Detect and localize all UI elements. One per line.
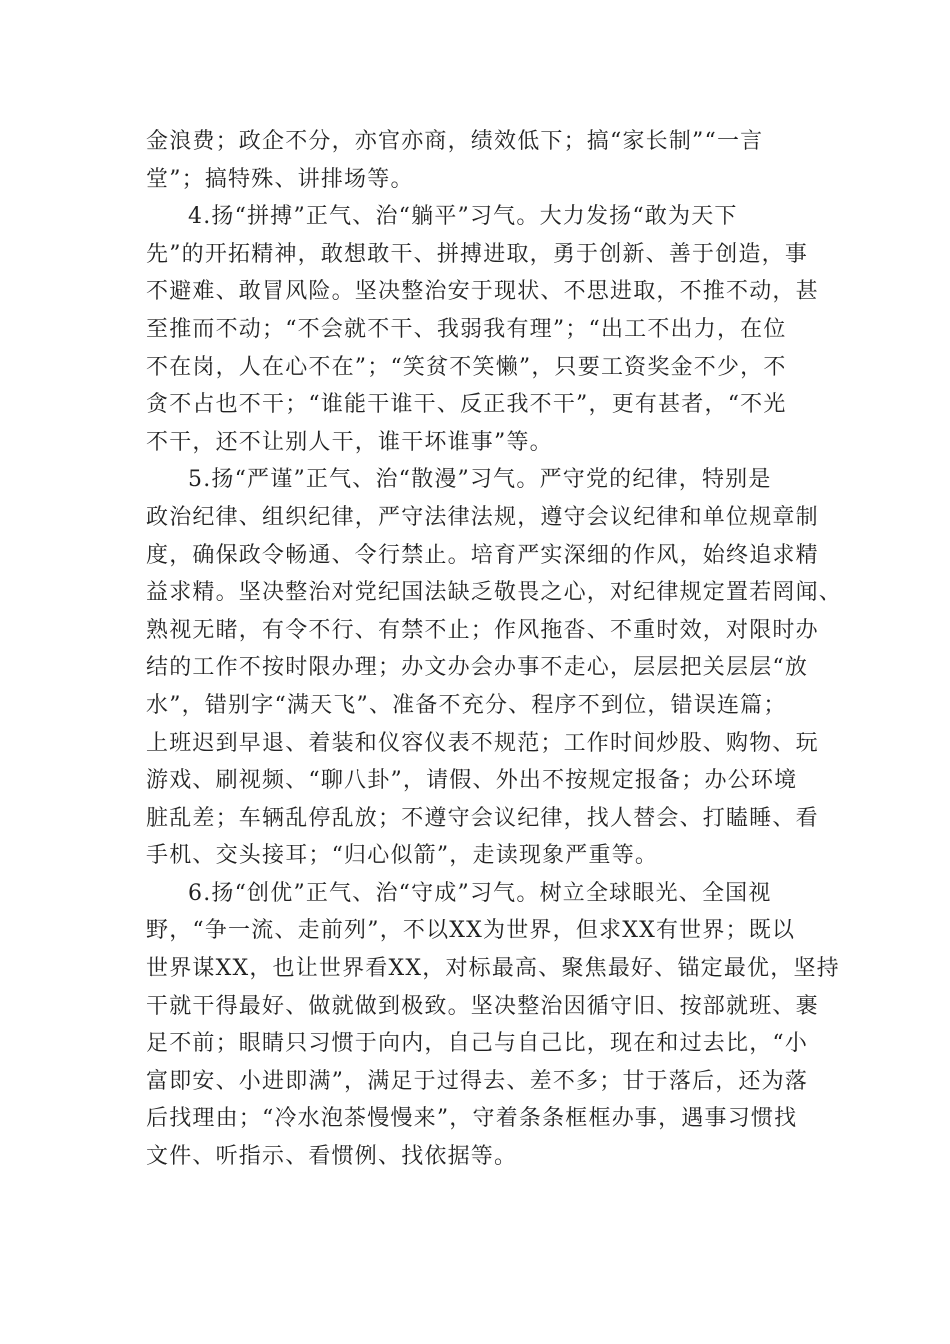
paragraph-continuation bbox=[146, 123, 806, 198]
text-line: 先”的开拓精神，敢想敢干、拼搏进取，勇于创新、善于创造，事 bbox=[146, 241, 809, 267]
text-line: 水”，错别字“满天飞”、准备不充分、程序不到位，错误连篇； bbox=[146, 692, 787, 718]
text-line: 足不前；眼睛只习惯于向内，自己与自己比，现在和过去比，“小 bbox=[146, 1031, 809, 1057]
text-line: 脏乱差；车辆乱停乱放；不遵守会议纪律，找人替会、打瞌睡、看 bbox=[146, 805, 819, 831]
text-line: 不避难、敢冒风险。坚决整治安于现状、不思进取，不推不动，甚 bbox=[146, 279, 819, 305]
text-line: 5.扬“严谨”正气、治“散漫”习气。严守党的纪律，特别是 bbox=[188, 467, 772, 493]
text-line: 野，“争一流、走前列”，不以XX为世界，但求XX有世界；既以 bbox=[146, 918, 796, 944]
text-line: 政治纪律、组织纪律，严守法律法规，遵守会议纪律和单位规章制 bbox=[146, 504, 819, 530]
text-line: 结的工作不按时限办理；办文办会办事不走心，层层把关层层“放 bbox=[146, 655, 809, 681]
paragraph-item-4 bbox=[146, 198, 819, 461]
text-line: 手机、交头接耳；“归心似箭”，走读现象严重等。 bbox=[146, 843, 659, 869]
text-line: 堂”；搞特殊、讲排场等。 bbox=[146, 166, 414, 192]
text-line: 干就干得最好、做就做到极致。坚决整治因循守旧、按部就班、裹 bbox=[146, 993, 819, 1019]
text-line: 文件、听指示、看惯例、找依据等。 bbox=[146, 1144, 518, 1170]
text-line: 富即安、小进即满”，满足于过得去、差不多；甘于落后，还为落 bbox=[146, 1068, 809, 1094]
text-line: 4.扬“拼搏”正气、治“躺平”习气。大力发扬“敢为天下 bbox=[188, 204, 738, 230]
paragraph-item-5 bbox=[146, 461, 843, 875]
paragraph-item-6 bbox=[146, 875, 840, 1176]
text-line: 上班迟到早退、着装和仪容仪表不规范；工作时间炒股、购物、玩 bbox=[146, 730, 819, 756]
text-line: 至推而不动；“不会就不干、我弱我有理”；“出工不出力，在位 bbox=[146, 316, 787, 342]
text-line: 后找理由；“冷水泡茶慢慢来”，守着条条框框办事，遇事习惯找 bbox=[146, 1106, 798, 1132]
text-line: 益求精。坚决整治对党纪国法缺乏敬畏之心，对纪律规定置若罔闻、 bbox=[146, 580, 843, 606]
text-line: 6.扬“创优”正气、治“守成”习气。树立全球眼光、全国视 bbox=[188, 880, 772, 906]
text-line: 不干，还不让别人干，谁干坏谁事”等。 bbox=[146, 429, 553, 455]
text-line: 世界谋XX，也让世界看XX，对标最高、聚焦最好、锚定最优，坚持 bbox=[146, 956, 840, 982]
text-line: 贪不占也不干；“谁能干谁干、反正我不干”，更有甚者，“不光 bbox=[146, 392, 787, 418]
text-line: 熟视无睹，有令不行、有禁不止；作风拖沓、不重时效，对限时办 bbox=[146, 617, 819, 643]
text-line: 金浪费；政企不分，亦官亦商，绩效低下；搞“家长制”“一言 bbox=[146, 129, 764, 154]
text-line: 度，确保政令畅通、令行禁止。培育严实深细的作风，始终追求精 bbox=[146, 542, 819, 568]
text-line: 游戏、刷视频、“聊八卦”，请假、外出不按规定报备；办公环境 bbox=[146, 768, 798, 794]
document-body bbox=[146, 123, 843, 1176]
text-line: 不在岗，人在心不在”；“笑贫不笑懒”，只要工资奖金不少，不 bbox=[146, 354, 787, 380]
